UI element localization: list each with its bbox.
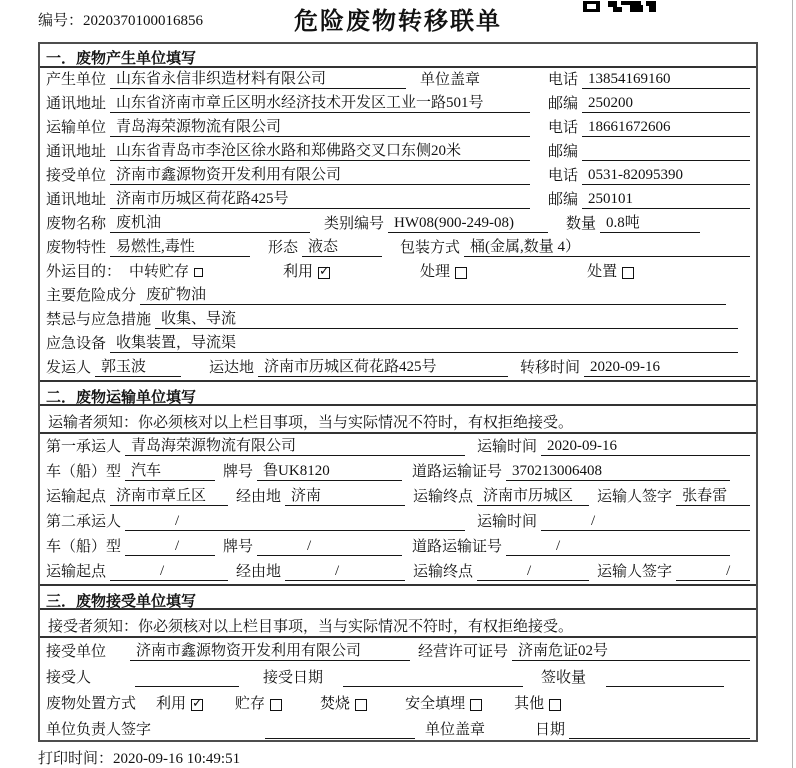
hazard-component-label: 主要危险成分 xyxy=(46,288,137,304)
vehicle-type-field: / xyxy=(125,537,215,556)
receiver-unit-field: 济南市鑫源物资开发利用有限公司 xyxy=(110,166,530,185)
producer-unit-field: 山东省永信非织造材料有限公司 xyxy=(110,70,406,89)
road-permit-label: 道路运输证号 xyxy=(412,464,503,480)
receiver-unit-label: 接受单位 xyxy=(46,644,107,660)
transporter-unit-label: 运输单位 xyxy=(46,120,107,136)
phone-label: 电话 xyxy=(547,120,578,136)
acceptor-field xyxy=(135,668,239,687)
category-code-label: 类别编号 xyxy=(324,216,385,232)
receiver-notice: 接受者须知：你必须核对以上栏目事项，当与实际情况不符时，有权拒绝接受。 xyxy=(40,610,756,638)
checkbox-icon xyxy=(318,267,330,279)
producer-address-row xyxy=(40,92,756,116)
license-number-label: 经营许可证号 xyxy=(418,644,509,660)
option-label: 其他 xyxy=(514,696,545,712)
category-code-field: HW08(900-249-08) xyxy=(388,214,548,233)
accept-unit-row xyxy=(40,638,756,664)
endpoint-label: 运输终点 xyxy=(413,489,474,505)
consignor-field: 郭玉波 xyxy=(95,358,181,377)
hazard-component-field: 废矿物油 xyxy=(140,286,726,305)
option-label: 处置 xyxy=(587,264,618,280)
route1-row xyxy=(40,484,756,509)
phone-label: 电话 xyxy=(547,168,578,184)
plate-number-field: / xyxy=(257,537,402,556)
option-label: 利用 xyxy=(283,264,314,280)
via-field: 济南 xyxy=(285,487,405,506)
checkbox-icon xyxy=(194,268,203,277)
received-quantity-field xyxy=(606,668,724,687)
disposal-option-reuse xyxy=(156,696,203,713)
postal-label: 邮编 xyxy=(547,192,578,208)
consignor-row xyxy=(40,356,756,380)
address-field: 山东省青岛市李沧区徐水路和郑佛路交叉口东侧20米 xyxy=(110,142,530,161)
transporter-unit-field: 青岛海荣源物流有限公司 xyxy=(110,118,530,137)
section-1-header: 一．废物产生单位填写 xyxy=(40,44,756,68)
phone-label: 电话 xyxy=(547,72,578,88)
transport-time-label: 运输时间 xyxy=(477,514,538,530)
physical-form-field: 液态 xyxy=(302,238,382,257)
packing-label: 包装方式 xyxy=(400,240,461,256)
vehicle-type-label: 车（船）型 xyxy=(46,464,122,480)
carrier-signature-label: 运输人签字 xyxy=(597,489,673,505)
origin-field: 济南市章丘区 xyxy=(110,487,228,506)
address-field: 山东省济南市章丘区明水经济技术开发区工业一路501号 xyxy=(110,94,530,113)
accept-date-label: 接受日期 xyxy=(263,670,324,686)
address-label: 通讯地址 xyxy=(46,192,107,208)
checkbox-icon xyxy=(355,699,367,711)
via-label: 经由地 xyxy=(236,489,282,505)
waste-name-label: 废物名称 xyxy=(46,216,107,232)
page-edge-divider xyxy=(792,0,793,768)
vehicle-type-label: 车（船）型 xyxy=(46,539,122,555)
qr-code-icon xyxy=(583,0,656,11)
transporter-row xyxy=(40,116,756,140)
checkbox-icon xyxy=(455,267,467,279)
carrier-signature-field: / xyxy=(676,562,750,581)
endpoint-field: 济南市历城区 xyxy=(477,487,589,506)
transport-time-field: / xyxy=(541,512,750,531)
transport-time-field: 2020-09-16 xyxy=(541,437,750,456)
acceptor-label: 接受人 xyxy=(46,670,92,686)
plate-number-label: 牌号 xyxy=(223,464,254,480)
print-time-label: 打印时间： xyxy=(38,751,114,767)
purpose-option-reuse xyxy=(283,264,330,281)
carrier1-label: 第一承运人 xyxy=(46,439,122,455)
date-label: 日期 xyxy=(535,722,566,738)
receiver-unit-field: 济南市鑫源物资开发利用有限公司 xyxy=(130,642,410,661)
page-title: 危险废物转移联单 xyxy=(294,9,502,35)
transporter-notice: 运输者须知：你必须核对以上栏目事项，当与实际情况不符时，有权拒绝接受。 xyxy=(40,406,756,434)
purpose-option-storage xyxy=(129,264,203,281)
postal-field: 250101 xyxy=(582,190,750,209)
endpoint-field: / xyxy=(477,562,589,581)
manager-signature-field xyxy=(265,720,415,739)
print-time-value: 2020-09-16 10:49:51 xyxy=(113,751,241,767)
destination-field: 济南市历城区荷花路425号 xyxy=(258,358,508,377)
serial-label: 编号： xyxy=(38,13,84,29)
carrier1-field: 青岛海荣源物流有限公司 xyxy=(125,437,465,456)
checkbox-icon xyxy=(549,699,561,711)
license-number-field: 济南危证02号 xyxy=(512,642,750,661)
emergency-measures-row xyxy=(40,308,756,332)
phone-field: 18661672606 xyxy=(582,118,750,137)
checkbox-icon xyxy=(191,699,203,711)
receiver-unit-label: 接受单位 xyxy=(46,168,107,184)
section-3-header: 三．废物接受单位填写 xyxy=(40,584,756,610)
producer-unit-label: 产生单位 xyxy=(46,72,107,88)
emergency-measures-field: 收集、导流 xyxy=(155,310,738,329)
destination-label: 运达地 xyxy=(209,360,255,376)
disposal-method-label: 废物处置方式 xyxy=(46,696,137,712)
postal-label: 邮编 xyxy=(547,144,578,160)
option-label: 安全填埋 xyxy=(405,696,466,712)
transfer-manifest-form xyxy=(38,42,758,742)
postal-field xyxy=(582,142,750,161)
vehicle2-row xyxy=(40,534,756,559)
carrier2-label: 第二承运人 xyxy=(46,514,122,530)
emergency-equipment-label: 应急设备 xyxy=(46,336,107,352)
phone-field: 0531-82095390 xyxy=(582,166,750,185)
origin-label: 运输起点 xyxy=(46,489,107,505)
carrier-signature-field: 张春雷 xyxy=(676,487,750,506)
purpose-option-disposal xyxy=(587,264,634,281)
via-field: / xyxy=(285,562,405,581)
endpoint-label: 运输终点 xyxy=(413,564,474,580)
waste-character-label: 废物特性 xyxy=(46,240,107,256)
transporter-address-row xyxy=(40,140,756,164)
carrier1-row xyxy=(40,434,756,459)
purpose-row xyxy=(40,260,756,284)
receiver-row xyxy=(40,164,756,188)
origin-label: 运输起点 xyxy=(46,564,107,580)
carrier2-field: / xyxy=(125,512,465,531)
origin-field: / xyxy=(110,562,228,581)
option-label: 焚烧 xyxy=(320,696,351,712)
receiver-address-row xyxy=(40,188,756,212)
option-label: 中转贮存 xyxy=(129,264,190,280)
address-field: 济南市历城区荷花路425号 xyxy=(110,190,530,209)
print-time xyxy=(38,747,240,768)
vehicle-type-field: 汽车 xyxy=(125,462,215,481)
document-header xyxy=(0,0,796,42)
disposal-option-incineration xyxy=(320,696,367,713)
manager-signature-label: 单位负责人签字 xyxy=(46,722,152,738)
option-label: 贮存 xyxy=(235,696,266,712)
consignor-label: 发运人 xyxy=(46,360,92,376)
checkbox-icon xyxy=(470,699,482,711)
transport-time-label: 运输时间 xyxy=(477,439,538,455)
vehicle1-row xyxy=(40,459,756,484)
date-field xyxy=(569,720,750,739)
accept-date-field xyxy=(343,668,523,687)
disposal-method-row xyxy=(40,690,756,716)
road-permit-field: 370213006408 xyxy=(506,462,730,481)
acceptor-row xyxy=(40,664,756,690)
purpose-option-treatment xyxy=(420,264,467,281)
postal-field: 250200 xyxy=(582,94,750,113)
serial-value: 2020370100016856 xyxy=(83,13,204,29)
road-permit-field: / xyxy=(506,537,730,556)
waste-character-row xyxy=(40,236,756,260)
emergency-equipment-row xyxy=(40,332,756,356)
quantity-field: 0.8吨 xyxy=(600,214,700,233)
postal-label: 邮编 xyxy=(547,96,578,112)
physical-form-label: 形态 xyxy=(268,240,299,256)
manager-signature-row xyxy=(40,716,756,742)
waste-name-field: 废机油 xyxy=(110,214,310,233)
producer-row xyxy=(40,68,756,92)
disposal-option-storage xyxy=(235,696,282,713)
transfer-date-label: 转移时间 xyxy=(520,360,581,376)
disposal-option-landfill xyxy=(405,696,482,713)
purpose-label: 外运目的： xyxy=(46,264,122,280)
emergency-equipment-field: 收集装置，导流渠 xyxy=(110,334,738,353)
received-quantity-label: 签收量 xyxy=(541,670,587,686)
carrier-signature-label: 运输人签字 xyxy=(597,564,673,580)
carrier2-row xyxy=(40,509,756,534)
hazard-component-row xyxy=(40,284,756,308)
transfer-date-field: 2020-09-16 xyxy=(584,358,750,377)
road-permit-label: 道路运输证号 xyxy=(412,539,503,555)
option-label: 处理 xyxy=(420,264,451,280)
option-label: 利用 xyxy=(156,696,187,712)
waste-name-row xyxy=(40,212,756,236)
phone-field: 13854169160 xyxy=(582,70,750,89)
address-label: 通讯地址 xyxy=(46,96,107,112)
packing-field: 桶(金属,数量 4） xyxy=(464,238,750,257)
disposal-option-other xyxy=(514,696,561,713)
address-label: 通讯地址 xyxy=(46,144,107,160)
section-2-header: 二．废物运输单位填写 xyxy=(40,380,756,406)
checkbox-icon xyxy=(270,699,282,711)
emergency-measures-label: 禁忌与应急措施 xyxy=(46,312,152,328)
plate-number-label: 牌号 xyxy=(223,539,254,555)
checkbox-icon xyxy=(622,267,634,279)
waste-character-field: 易燃性,毒性 xyxy=(110,238,250,257)
via-label: 经由地 xyxy=(236,564,282,580)
quantity-label: 数量 xyxy=(566,216,597,232)
unit-seal-label: 单位盖章 xyxy=(425,722,486,738)
route2-row xyxy=(40,559,756,584)
company-seal-label: 单位盖章 xyxy=(420,72,481,88)
plate-number-field: 鲁UK8120 xyxy=(257,462,402,481)
